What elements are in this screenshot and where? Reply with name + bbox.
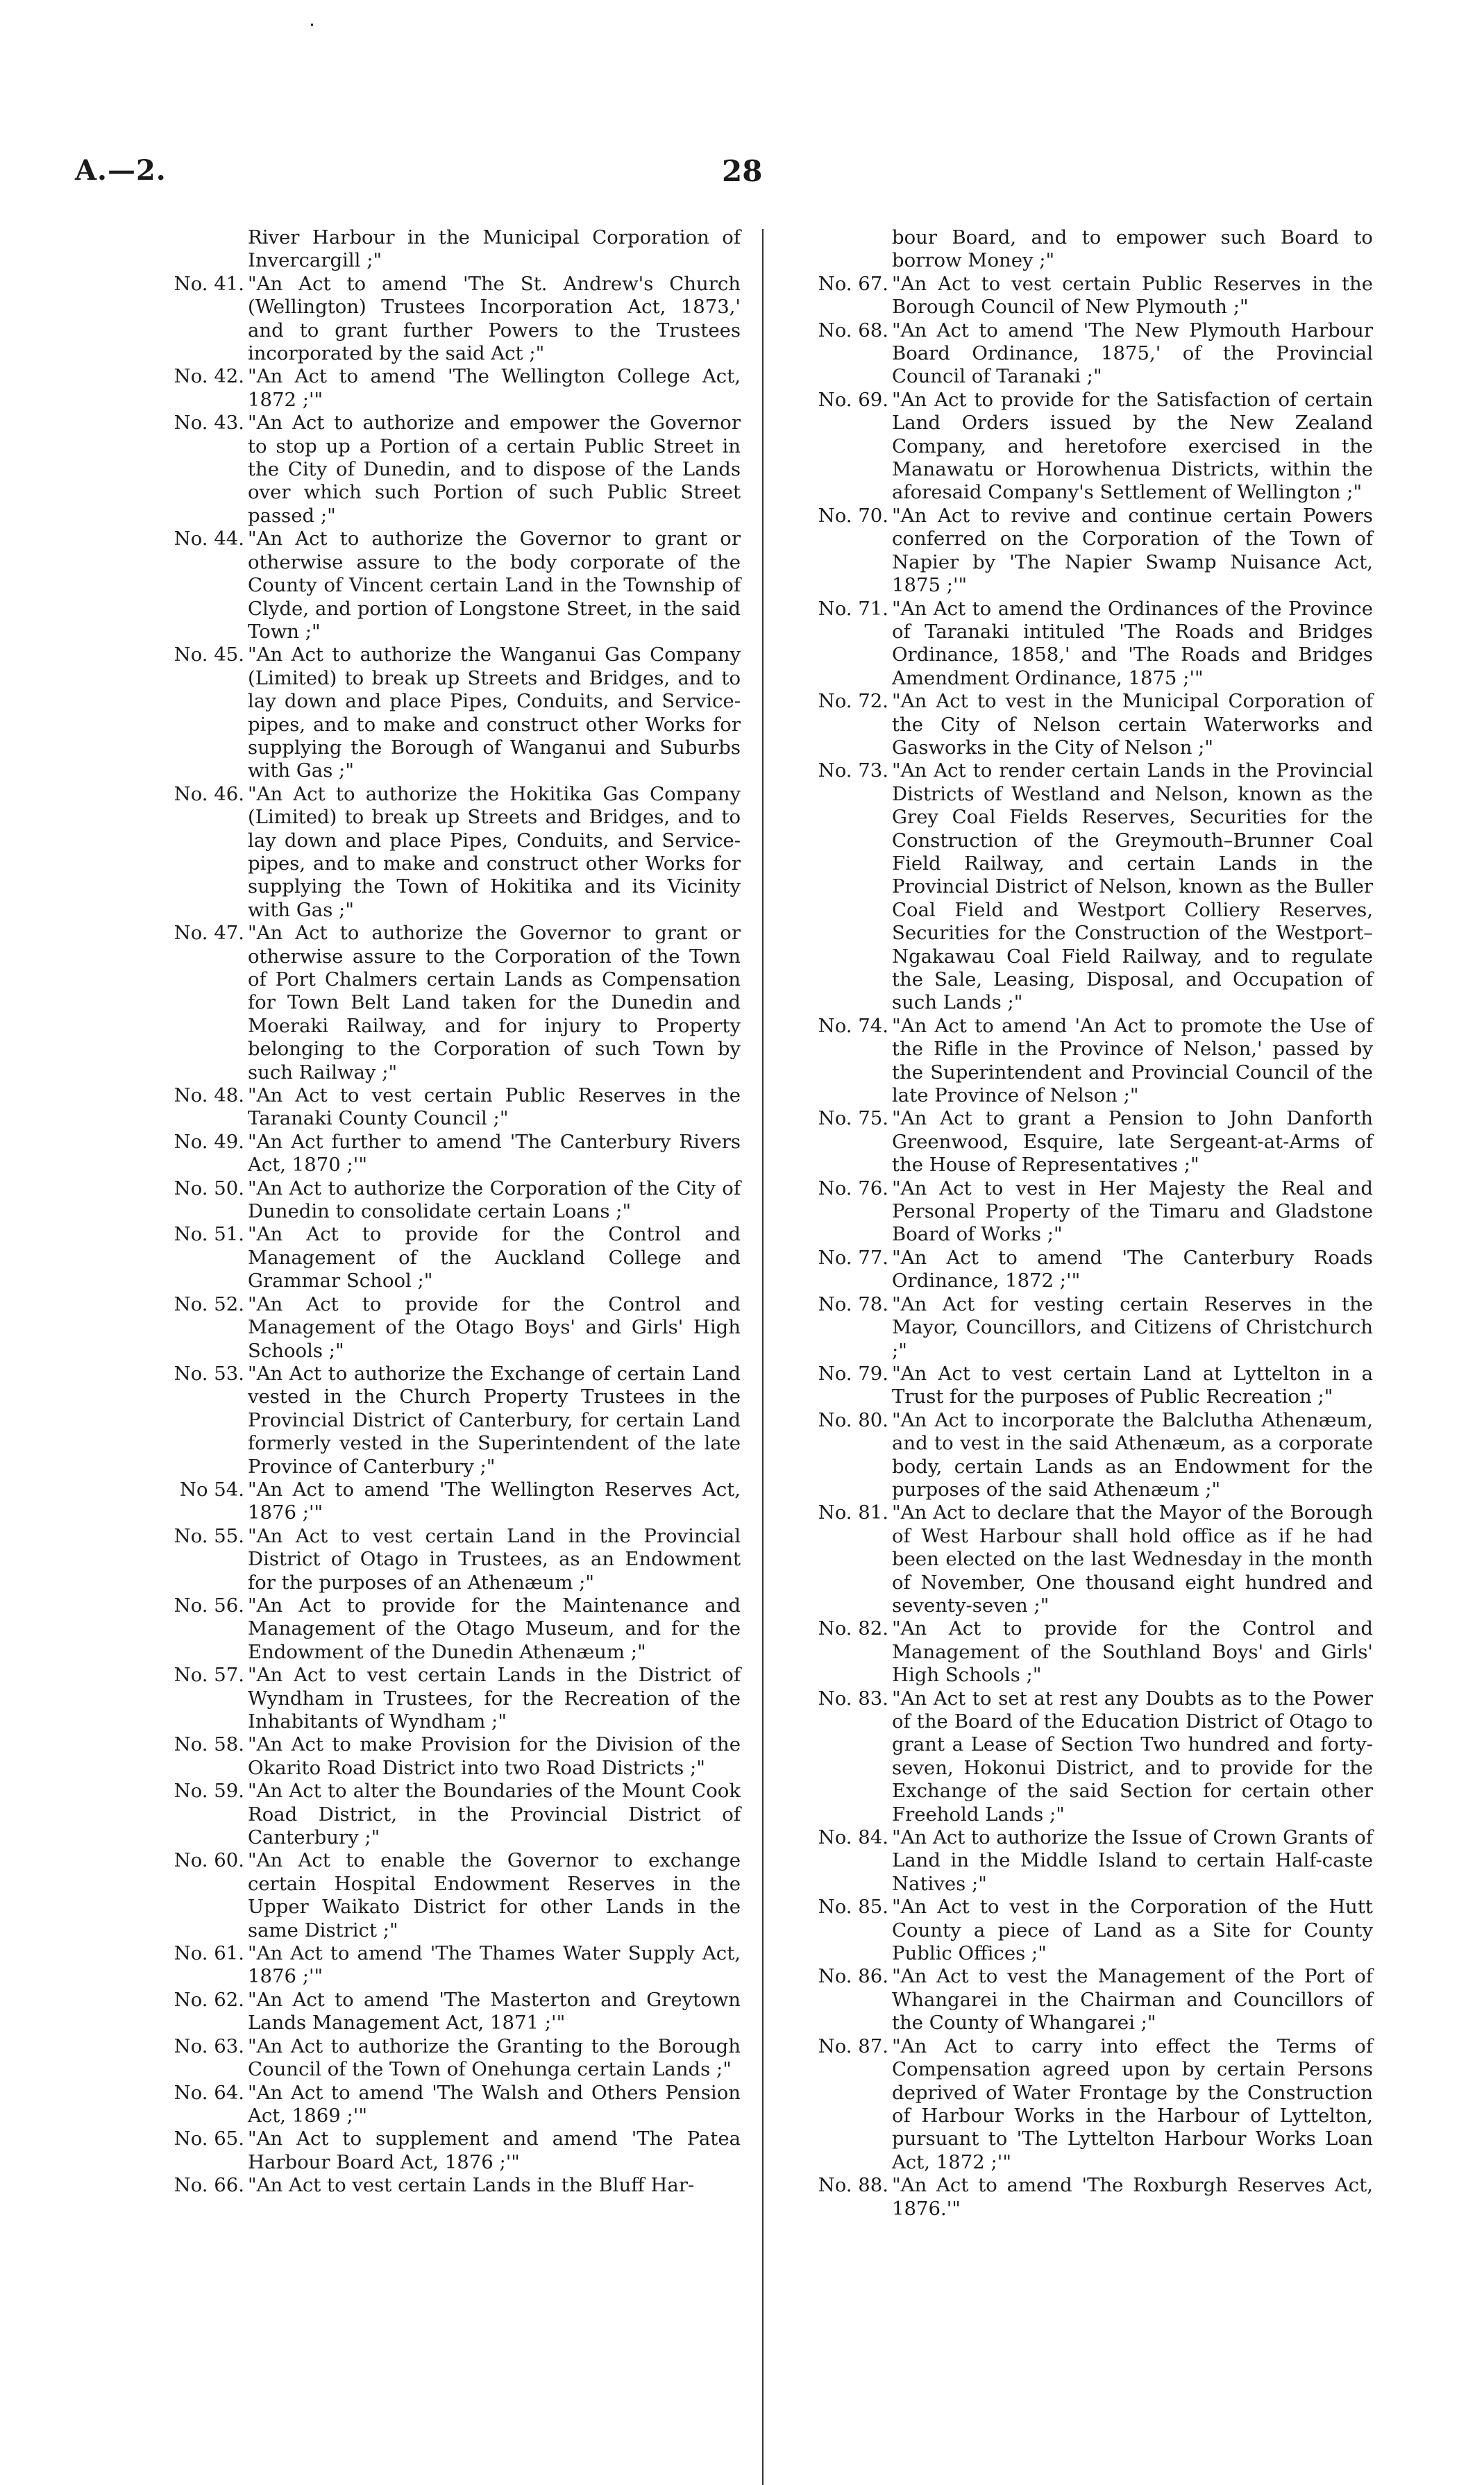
act-entry	[147, 1293, 741, 1363]
act-number: No. 69.	[818, 388, 888, 411]
act-title: "An Act to vest certain Public Reserves in the Borough Council of New Plymouth ;"	[892, 272, 1373, 319]
act-entry	[791, 273, 1373, 319]
act-entry	[147, 1223, 741, 1292]
act-number: No 54.	[179, 1478, 244, 1501]
act-number: No. 81.	[818, 1501, 888, 1524]
act-number: No. 88.	[818, 2174, 888, 2197]
act-entry	[147, 1525, 741, 1594]
act-number: No. 51.	[174, 1223, 244, 1246]
act-title: "An Act to make Provision for the Division of the Okarito Road District into two Road Districts ;"	[248, 1733, 741, 1779]
series-reference: A.—2.	[75, 154, 167, 187]
act-entry	[791, 319, 1373, 389]
act-number: No. 52.	[174, 1292, 244, 1315]
act-number: No. 59.	[174, 1780, 244, 1803]
act-number: No. 49.	[174, 1130, 244, 1153]
act-title: "An Act to authorize the Wanganui Gas Company (Limited) to break up Streets and Bridges, and to lay down and place Pipes, Conduits, and Service-pipes, and to make and construct other Works for supplying the Borough of Wanganui and Suburbs with Gas ;"	[248, 643, 741, 782]
act-number: No. 44.	[174, 528, 244, 550]
act-number: No. 67.	[818, 272, 888, 295]
act-number: No. 71.	[818, 597, 888, 620]
act-entry	[791, 1107, 1373, 1177]
act-title: "An Act to provide for the Control and Management of the Auckland College and Grammar School ;"	[248, 1223, 741, 1292]
act-number: No. 48.	[174, 1084, 244, 1107]
act-entry	[147, 1942, 741, 1989]
act-title: "An Act to declare that the Mayor of the Borough of West Harbour shall hold office as if he had been elected on the last Wednesday in the month of November, One thousand eight hundred and seventy-seven ;"	[892, 1501, 1373, 1617]
act-title: "An Act to vest in Her Majesty the Real and Personal Property of the Timaru and Gladstone Board of Works ;"	[892, 1177, 1373, 1246]
act-entry	[791, 1617, 1373, 1687]
act-title: "An Act to vest in the Municipal Corporation of the City of Nelson certain Waterworks and Gasworks in the City of Nelson ;"	[892, 690, 1373, 759]
act-title: "An Act to authorize the Hokitika Gas Company (Limited) to break up Streets and Bridges, and to lay down and place Pipes, Conduits, and Service-pipes, and to make and construct other Works for supplying the Town of Hokitika and its Vicinity with Gas ;"	[248, 782, 741, 921]
act-entry	[791, 1177, 1373, 1247]
act-entry	[147, 1131, 741, 1177]
act-title: "An Act to authorize the Governor to grant or otherwise assure to the Corporation of the Town of Port Chalmers certain Lands as Compensation for Town Belt Land taken for the Dunedin and Moeraki Railway, and for injury to Property belonging to the Corporation of such Town by such Railway ;"	[248, 922, 741, 1084]
act-title: "An Act to authorize the Governor to grant or otherwise assure to the body corporate of the County of Vincent certain Land in the Township of Clyde, and portion of Longstone Street, in the said Town ;"	[248, 528, 741, 643]
act-title: "An Act to amend 'The Masterton and Greytown Lands Management Act, 1871 ;'"	[248, 1988, 741, 2035]
page-number: 28	[722, 154, 763, 188]
left-column	[147, 226, 741, 2198]
act-title: "An Act to amend 'The Thames Water Supply Act, 1876 ;'"	[248, 1942, 741, 1988]
act-entry	[147, 2128, 741, 2174]
act-number: No. 80.	[818, 1408, 888, 1431]
act-entry	[791, 1015, 1373, 1108]
act-entry	[147, 2035, 741, 2082]
act-title: "An Act to vest certain Land in the Provincial District of Otago in Trustees, as an Endowment for the purposes of an Athenæum ;"	[248, 1524, 741, 1594]
act-entry	[791, 1501, 1373, 1617]
act-entry	[791, 598, 1373, 691]
print-speck	[311, 24, 313, 26]
act-title: "An Act to amend 'The Roxburgh Reserves Act, 1876.'"	[892, 2174, 1373, 2220]
act-entry	[791, 389, 1373, 505]
act-title: "An Act to incorporate the Balclutha Athenæum, and to vest in the said Athenæum, as a corporate body, certain Lands as an Endowment for the purposes of the said Athenæum ;"	[892, 1408, 1373, 1501]
act-number: No. 83.	[818, 1687, 888, 1710]
act-title: "An Act to amend 'The Wellington College Act, 1872 ;'"	[248, 365, 741, 411]
act-number: No. 63.	[174, 2035, 244, 2057]
act-title: "An Act to amend 'The Walsh and Others Pension Act, 1869 ;'"	[248, 2081, 741, 2127]
act-number: No. 70.	[818, 504, 888, 527]
act-title: "An Act to amend 'The New Plymouth Harbour Board Ordinance, 1875,' of the Provincial Council of Taranaki ;"	[892, 319, 1373, 388]
act-number: No. 85.	[818, 1896, 888, 1919]
act-title: "An Act for vesting certain Reserves in the Mayor, Councillors, and Citizens of Christchurch ;"	[892, 1292, 1373, 1362]
column-divider	[762, 229, 764, 2485]
act-title: "An Act to vest certain Public Reserves in the Taranaki County Council ;"	[248, 1084, 741, 1130]
act-title: "An Act to provide for the Control and Management of the Otago Boys' and Girls' High Schools ;"	[248, 1292, 741, 1362]
act-entry	[147, 528, 741, 643]
act-entry	[147, 365, 741, 412]
act-number: No. 82.	[818, 1617, 888, 1640]
act-title: "An Act to vest the Management of the Port of Whangarei in the Chairman and Councillors of the County of Whangarei ;"	[892, 1965, 1373, 2035]
act-number: No. 86.	[818, 1965, 888, 1988]
act-number: No. 87.	[818, 2035, 888, 2057]
act-number: No. 75.	[818, 1107, 888, 1130]
act-number: No. 72.	[818, 690, 888, 713]
act-title: "An Act to provide for the Satisfaction of certain Land Orders issued by the New Zealand Company, and heretofore exercised in the Manawatu or Horowhenua Districts, within the aforesaid Company's Settlement of Wellington ;"	[892, 388, 1373, 504]
act-number: No. 58.	[174, 1733, 244, 1756]
act-number: No. 46.	[174, 782, 244, 805]
act-number: No. 84.	[818, 1826, 888, 1849]
act-entry	[147, 1363, 741, 1479]
act-title: "An Act to provide for the Maintenance and Management of the Otago Museum, and for the Endowment of the Dunedin Athenæum ;"	[248, 1594, 741, 1663]
act-number: No. 55.	[174, 1524, 244, 1547]
act-title: "An Act to authorize the Corporation of the City of Dunedin to consolidate certain Loans ;"	[248, 1177, 741, 1223]
continuation-text: bour Board, and to empower such Board to borrow Money ;"	[892, 226, 1373, 272]
act-number: No. 66.	[174, 2174, 244, 2197]
act-title: "An Act to vest in the Corporation of the Hutt County a piece of Land as a Site for County Public Offices ;"	[892, 1896, 1373, 1965]
act-number: No. 73.	[818, 759, 888, 782]
act-number: No. 56.	[174, 1594, 244, 1617]
act-entry	[791, 1409, 1373, 1502]
act-number: No. 43.	[174, 412, 244, 435]
act-entry	[147, 2174, 741, 2197]
act-title: "An Act to set at rest any Doubts as to the Power of the Board of the Education District of Otago to grant a Lease of Section Two hundred and forty-seven, Hokonui District, and to provide for the Exchange of the said Section for certain other Freehold Lands ;"	[892, 1687, 1373, 1826]
act-title: "An Act to amend 'An Act to promote the Use of the Rifle in the Province of Nelson,' passed by the Superintendent and Provincial Council of the late Province of Nelson ;"	[892, 1014, 1373, 1107]
act-number: No. 64.	[174, 2081, 244, 2104]
act-number: No. 68.	[818, 319, 888, 342]
act-title: "An Act to supplement and amend 'The Patea Harbour Board Act, 1876 ;'"	[248, 2128, 741, 2173]
act-entry	[791, 1896, 1373, 1965]
act-entry	[791, 2174, 1373, 2221]
act-entry	[791, 1687, 1373, 1826]
act-number: No. 50.	[174, 1177, 244, 1199]
act-entry	[147, 783, 741, 922]
act-title: "An Act to authorize the Granting to the Borough Council of the Town of Onehunga certain Lands ;"	[248, 2035, 741, 2081]
act-entry	[147, 643, 741, 782]
act-number: No. 53.	[174, 1362, 244, 1385]
act-number: No. 60.	[174, 1849, 244, 1872]
act-entry	[147, 273, 741, 366]
act-entry	[147, 1084, 741, 1131]
act-entry	[791, 759, 1373, 1014]
act-title: "An Act to amend 'The Wellington Reserves Act, 1876 ;'"	[248, 1478, 741, 1524]
act-number: No. 77.	[818, 1246, 888, 1269]
right-column	[791, 226, 1373, 2221]
act-number: No. 79.	[818, 1362, 888, 1385]
act-entry	[147, 1780, 741, 1849]
act-entry	[147, 1989, 741, 2035]
act-entry	[791, 1363, 1373, 1409]
act-entry	[791, 2035, 1373, 2174]
act-number: No. 62.	[174, 1988, 244, 2011]
act-entry	[147, 922, 741, 1084]
act-entry	[791, 1247, 1373, 1293]
act-title: "An Act to enable the Governor to exchange certain Hospital Endowment Reserves in the Upper Waikato District for other Lands in the same District ;"	[248, 1849, 741, 1941]
act-title: "An Act to amend the Ordinances of the Province of Taranaki intituled 'The Roads and Bridges Ordinance, 1858,' and 'The Roads and Bridges Amendment Ordinance, 1875 ;'"	[892, 597, 1373, 689]
act-title: "An Act to revive and continue certain Powers conferred on the Corporation of the Town of Napier by 'The Napier Swamp Nuisance Act, 1875 ;'"	[892, 504, 1373, 597]
act-number: No. 76.	[818, 1177, 888, 1199]
act-title: "An Act to provide for the Control and Management of the Southland Boys' and Girls' High Schools ;"	[892, 1617, 1373, 1687]
act-title: "An Act to amend 'The Canterbury Roads Ordinance, 1872 ;'"	[892, 1246, 1373, 1292]
continuation-text: River Harbour in the Municipal Corporation of Invercargill ;"	[248, 226, 741, 272]
act-title: "An Act to vest certain Lands in the District of Wyndham in Trustees, for the Recreation of the Inhabitants of Wyndham ;"	[248, 1664, 741, 1733]
act-title: "An Act to authorize and empower the Governor to stop up a Portion of a certain Public Street in the City of Dunedin, and to dispose of the Lands over which such Portion of such Public Street passed ;"	[248, 412, 741, 527]
act-entry	[147, 1594, 741, 1664]
act-title: "An Act to alter the Boundaries of the Mount Cook Road District, in the Provincial District of Canterbury ;"	[248, 1780, 741, 1849]
act-entry	[791, 1826, 1373, 1896]
act-entry	[147, 1664, 741, 1733]
act-title: "An Act to amend 'The St. Andrew's Church (Wellington) Trustees Incorporation Act, 1873,' and to grant further Powers to the Trustees incorporated by the said Act ;"	[248, 272, 741, 365]
act-entry	[147, 2082, 741, 2128]
act-title: "An Act to authorize the Issue of Crown Grants of Land in the Middle Island to certain Half-caste Natives ;"	[892, 1826, 1373, 1895]
act-entry	[147, 412, 741, 528]
act-entry	[147, 1479, 741, 1525]
act-title: "An Act to authorize the Exchange of certain Land vested in the Church Property Trustees in the Provincial District of Canterbury, for certain Land formerly vested in the Superintendent of the late Province of Canterbury ;"	[248, 1362, 741, 1478]
act-entry	[147, 1733, 741, 1780]
act-entry	[147, 1177, 741, 1224]
act-number: No. 42.	[174, 365, 244, 388]
act-title: "An Act to vest certain Lands in the Bluff Har-	[248, 2174, 695, 2197]
act-number: No. 65.	[174, 2128, 244, 2150]
act-title: "An Act to carry into effect the Terms of Compensation agreed upon by certain Persons deprived of Water Frontage by the Construction of Harbour Works in the Harbour of Lyttelton, pursuant to 'The Lyttelton Harbour Works Loan Act, 1872 ;'"	[892, 2035, 1373, 2173]
act-title: "An Act to vest certain Land at Lyttelton in a Trust for the purposes of Public Recreation ;"	[892, 1362, 1373, 1408]
act-entry	[791, 505, 1373, 598]
act-number: No. 57.	[174, 1664, 244, 1687]
act-title: "An Act to render certain Lands in the Provincial Districts of Westland and Nelson, known as the Grey Coal Fields Reserves, Securities for the Construction of the Greymouth–Brunner Coal Field Railway, and certain Lands in the Provincial District of Nelson, known as the Buller Coal Field and Westport Colliery Reserves, Securities for the Construction of the Westport–Ngakawau Coal Field Railway, and to regulate the Sale, Leasing, Disposal, and Occupation of such Lands ;"	[892, 759, 1373, 1014]
act-entry	[791, 1293, 1373, 1363]
act-number: No. 61.	[174, 1942, 244, 1965]
act-number: No. 41.	[174, 272, 244, 295]
act-title: "An Act to grant a Pension to John Danforth Greenwood, Esquire, late Sergeant-at-Arms of the House of Representatives ;"	[892, 1107, 1373, 1177]
act-number: No. 78.	[818, 1292, 888, 1315]
act-number: No. 47.	[174, 922, 244, 945]
act-entry	[147, 1849, 741, 1942]
act-number: No. 74.	[818, 1014, 888, 1037]
act-number: No. 45.	[174, 643, 244, 666]
act-title: "An Act further to amend 'The Canterbury Rivers Act, 1870 ;'"	[248, 1130, 741, 1177]
act-entry	[791, 1965, 1373, 2035]
act-entry	[791, 690, 1373, 759]
